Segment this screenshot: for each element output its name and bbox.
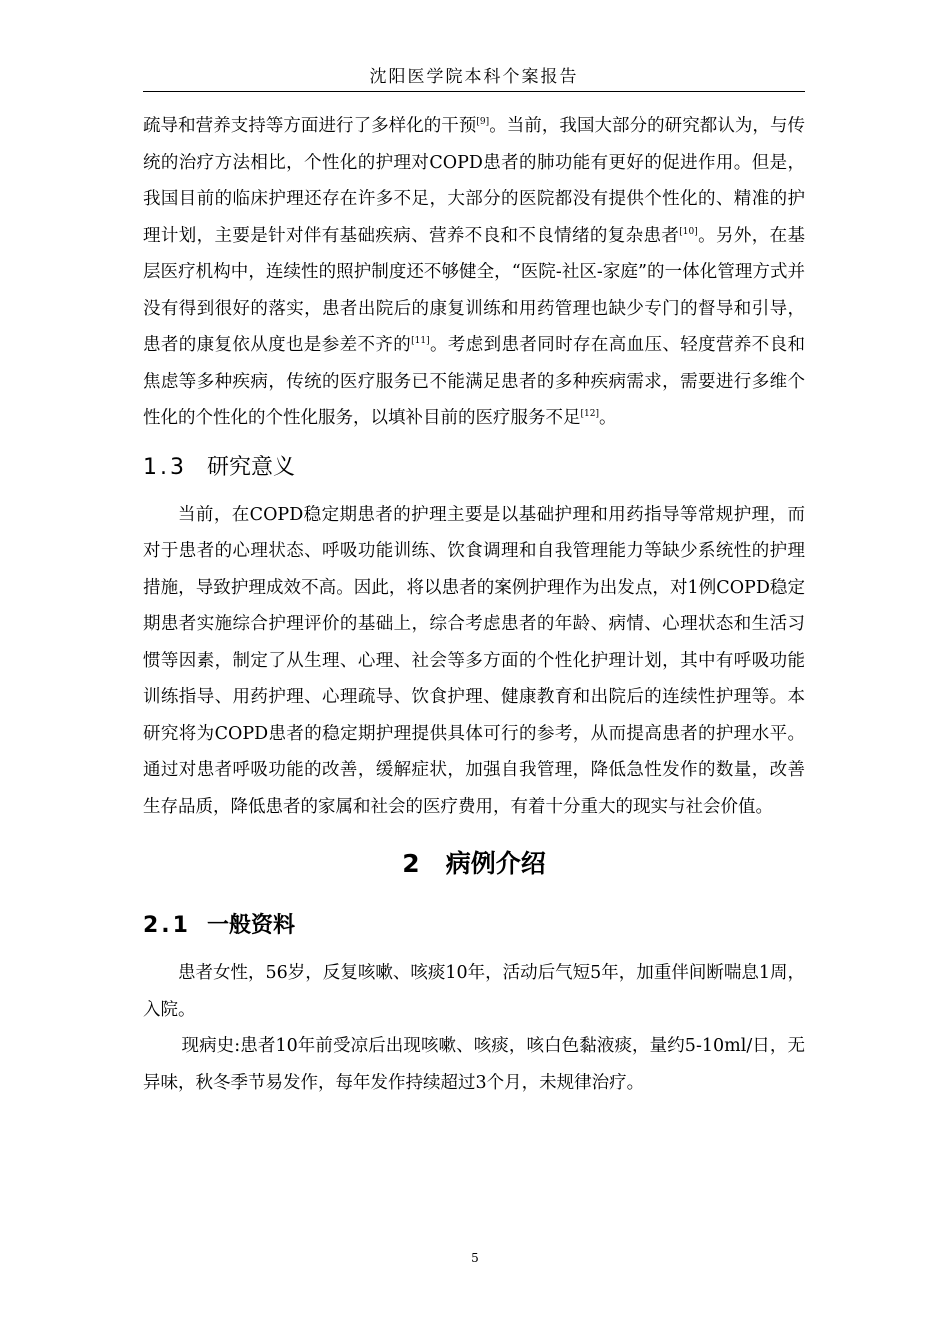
paragraph-text: 。 [598, 408, 617, 428]
running-header: 沈阳医学院本科个案报告 [369, 67, 579, 87]
section-number: 1.3 [143, 454, 187, 480]
paragraph-research-significance: 当前，在COPD稳定期患者的护理主要是以基础护理和用药指导等常规护理，而对于患者的心理状态、呼吸功能训练、饮食调理和自我管理能力等缺少系统性的护理措施，导致护理成效不高。因此，将以患者的案例护理作为出发点，对1例COPD稳定期患者实施综合护理评价的基础上，综合考虑患者的年龄、病情、心理状态和生活习惯等因素，制定了从生理、心理、社会等多方面的个性化护理计划，其中有呼吸功能训练指导、用药护理、心理疏导、饮食护理、健康教育和出院后的连续性护理等。本研究将为COPD患者的稳定期护理提供具体可行的参考，从而提高患者的护理水平。通过对患者呼吸功能的改善，缓解症状，加强自我管理，降低急性发作的数量，改善生存品质，降低患者的家属和社会的医疗费用，有着十分重大的现实与社会价值。 [143, 504, 805, 817]
chapter-number: 2 [402, 849, 420, 878]
chapter-heading-2 [143, 847, 805, 881]
page-content [143, 108, 805, 1101]
page-number: 5 [471, 1251, 479, 1265]
paragraph-text: 。另外，在基层医疗机构中，连续性的照护制度还不够健全，“医院-社区-家庭”的一体化管理方式并没有得到很好的落实，患者出院后的康复训练和用药管理也缺少专门的督导和引导，患者的康复依从度也是参差不齐的 [143, 225, 806, 355]
section-heading-1-3 [143, 453, 805, 483]
header-rule [143, 91, 805, 92]
citation-ref: [10] [679, 226, 698, 237]
section-title: 研究意义 [207, 454, 296, 480]
paragraph-patient-info: 患者女性，56岁，反复咳嗽、咳痰10年，活动后气短5年，加重伴间断喘息1周，入院。 [143, 963, 805, 1020]
citation-ref: [11] [411, 336, 430, 346]
paragraph-text: 。当前，我国大部分的研究都认为，与传统的治疗方法相比，个性化的护理对COPD患者的肺功能有更好的促进作用。但是，我国目前的临床护理还存在许多不足，大部分的医院都没有提供个性化的、精准的护理计划，主要是针对伴有基础疾病、营养不良和不良情绪的复杂患者 [143, 116, 806, 246]
paragraph-text: 疏导和营养支持等方面进行了多样化的干预 [143, 116, 477, 136]
citation-ref: [9] [476, 117, 490, 127]
paragraph-continued [143, 108, 805, 437]
section-number: 2.1 [143, 913, 191, 938]
section-title: 一般资料 [207, 913, 296, 938]
paragraph-present-history: 现病史:患者10年前受凉后出现咳嗽、咳痰，咳白色黏液痰，量约5-10ml/日，无异味，秋冬季节易发作，每年发作持续超过3个月，未规律治疗。 [143, 1036, 805, 1093]
paragraph-text: 。考虑到患者同时存在高血压、轻度营养不良和焦虑等多种疾病，传统的医疗服务已不能满足患者的多种疾病需求，需要进行多维个性化的个性化的个性化服务，以填补目前的医疗服务不足 [143, 335, 806, 428]
chapter-title: 病例介绍 [445, 849, 546, 878]
section-heading-2-1 [143, 911, 805, 941]
citation-ref: [12] [580, 409, 599, 419]
